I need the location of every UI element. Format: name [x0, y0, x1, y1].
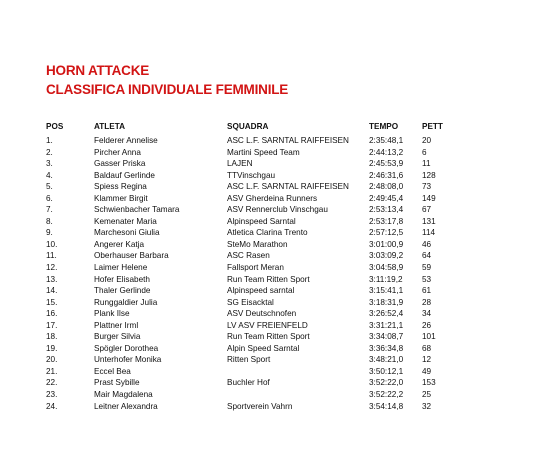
cell-tempo: 2:48:08,0 — [369, 182, 404, 192]
cell-pos: 8. — [46, 216, 53, 226]
cell-pos: 3. — [46, 159, 53, 169]
table-row — [0, 147, 534, 159]
cell-pett: 12 — [422, 355, 432, 365]
cell-tempo: 2:46:31,6 — [369, 170, 404, 180]
cell-squadra: Sportverein Vahrn — [227, 401, 293, 411]
cell-atleta: Plank Ilse — [94, 309, 130, 319]
cell-squadra: Run Team Ritten Sport — [227, 332, 310, 342]
cell-tempo: 3:11:19,2 — [369, 274, 403, 284]
cell-atleta: Laimer Helene — [94, 263, 148, 273]
cell-squadra: ASC Rasen — [227, 251, 270, 261]
cell-pos: 5. — [46, 182, 53, 192]
cell-pos: 19. — [46, 343, 58, 353]
results-table — [0, 121, 534, 412]
cell-pos: 23. — [46, 390, 58, 400]
cell-tempo: 3:36:34,8 — [369, 343, 404, 353]
cell-pett: 128 — [422, 170, 436, 180]
cell-squadra — [227, 389, 369, 401]
cell-squadra: SteMo Marathon — [227, 239, 288, 249]
table-row — [0, 239, 534, 251]
cell-pos: 13. — [46, 274, 58, 284]
cell-pos: 6. — [46, 193, 53, 203]
cell-pett: 53 — [422, 274, 432, 284]
cell-squadra: Martini Speed Team — [227, 147, 300, 157]
cell-atleta: Schwienbacher Tamara — [94, 205, 180, 215]
cell-squadra: Fallsport Meran — [227, 263, 284, 273]
cell-atleta: Klammer Birgit — [94, 193, 148, 203]
cell-pett: 67 — [422, 205, 432, 215]
cell-atleta: Oberhauser Barbara — [94, 251, 169, 261]
table-row — [0, 181, 534, 193]
cell-pett: 73 — [422, 182, 432, 192]
cell-atleta: Runggaldier Julia — [94, 297, 158, 307]
cell-atleta: Gasser Priska — [94, 159, 146, 169]
page-subtitle: CLASSIFICA INDIVIDUALE FEMMINILE — [46, 82, 289, 97]
table-row — [0, 204, 534, 216]
cell-squadra: ASV Gherdeina Runners — [227, 193, 318, 203]
table-row — [0, 308, 534, 320]
table-row — [0, 227, 534, 239]
cell-squadra: Alpinspeed Sarntal — [227, 216, 296, 226]
cell-squadra: SG Eisacktal — [227, 297, 274, 307]
cell-tempo: 3:48:21,0 — [369, 355, 404, 365]
cell-squadra — [227, 366, 369, 378]
cell-atleta: Baldauf Gerlinde — [94, 170, 155, 180]
cell-pos: 17. — [46, 320, 58, 330]
table-row — [0, 377, 534, 389]
cell-pett: 64 — [422, 251, 432, 261]
cell-squadra: ASV Rennerclub Vinschgau — [227, 205, 328, 215]
cell-atleta: Angerer Katja — [94, 239, 145, 249]
table-row — [0, 170, 534, 182]
cell-pett: 114 — [422, 228, 436, 238]
header-squadra: SQUADRA — [227, 122, 269, 131]
table-row — [0, 354, 534, 366]
cell-pett: 34 — [422, 309, 432, 319]
cell-tempo: 3:31:21,1 — [369, 320, 404, 330]
cell-tempo: 2:53:17,8 — [369, 216, 404, 226]
cell-pett: 25 — [422, 390, 432, 400]
cell-atleta: Plattner Irml — [94, 320, 139, 330]
cell-tempo: 2:44:13,2 — [369, 147, 404, 157]
cell-pett: 49 — [422, 366, 432, 376]
cell-pett: 46 — [422, 239, 432, 249]
table-row — [0, 331, 534, 343]
table-row — [0, 389, 534, 401]
table-row — [0, 216, 534, 228]
table-row — [0, 262, 534, 274]
cell-pos: 4. — [46, 170, 53, 180]
cell-tempo: 2:35:48,1 — [369, 136, 404, 145]
cell-pett: 11 — [422, 159, 431, 169]
cell-tempo: 2:53:13,4 — [369, 205, 404, 215]
cell-squadra: Buchler Hof — [227, 378, 270, 388]
cell-pos: 1. — [46, 136, 53, 145]
cell-pett: 101 — [422, 332, 436, 342]
cell-atleta: Unterhofer Monika — [94, 355, 162, 365]
cell-tempo: 2:45:53,9 — [369, 159, 404, 169]
cell-atleta: Thaler Gerlinde — [94, 286, 151, 296]
cell-pett: 149 — [422, 193, 436, 203]
cell-tempo: 2:57:12,5 — [369, 228, 404, 238]
cell-pett: 131 — [422, 216, 436, 226]
cell-pett: 68 — [422, 343, 432, 353]
table-row — [0, 250, 534, 262]
cell-squadra: LV ASV FREIENFELD — [227, 320, 308, 330]
table-row — [0, 285, 534, 297]
cell-squadra: ASC L.F. SARNTAL RAIFFEISEN — [227, 136, 349, 145]
table-row — [0, 297, 534, 309]
header-pett: PETT — [422, 122, 443, 131]
cell-atleta: Mair Magdalena — [94, 390, 153, 400]
cell-pett: 59 — [422, 263, 432, 273]
cell-pos: 21. — [46, 366, 58, 376]
cell-squadra: ASV Deutschnofen — [227, 309, 297, 319]
cell-squadra: LAJEN — [227, 159, 253, 169]
cell-atleta: Leitner Alexandra — [94, 401, 158, 411]
table-row — [0, 158, 534, 170]
cell-pos: 16. — [46, 309, 58, 319]
cell-atleta: Burger Silvia — [94, 332, 141, 342]
header-pos: POS — [46, 122, 64, 131]
cell-tempo: 3:03:09,2 — [369, 251, 404, 261]
cell-atleta: Spögler Dorothea — [94, 343, 159, 353]
cell-squadra: Alpinspeed sarntal — [227, 286, 295, 296]
cell-pos: 18. — [46, 332, 58, 342]
table-row — [0, 401, 534, 413]
page-title: HORN ATTACKE — [46, 63, 150, 78]
cell-tempo: 3:50:12,1 — [369, 366, 404, 376]
cell-pos: 7. — [46, 205, 53, 215]
cell-tempo: 2:49:45,4 — [369, 193, 404, 203]
cell-pett: 26 — [422, 320, 432, 330]
table-row — [0, 366, 534, 378]
cell-tempo: 3:18:31,9 — [369, 297, 404, 307]
cell-squadra: Ritten Sport — [227, 355, 271, 365]
table-row — [0, 343, 534, 355]
cell-tempo: 3:26:52,4 — [369, 309, 404, 319]
cell-atleta: Prast Sybille — [94, 378, 140, 388]
cell-atleta: Felderer Annelise — [94, 136, 158, 145]
table-row — [0, 320, 534, 332]
cell-pett: 32 — [422, 401, 432, 411]
cell-squadra: TTVinschgau — [227, 170, 276, 180]
header-tempo: TEMPO — [369, 122, 399, 131]
cell-tempo: 3:52:22,0 — [369, 378, 404, 388]
cell-squadra: Atletica Clarina Trento — [227, 228, 308, 238]
cell-tempo: 3:01:00,9 — [369, 239, 404, 249]
cell-tempo: 3:15:41,1 — [369, 286, 404, 296]
header-atleta: ATLETA — [94, 122, 126, 131]
cell-pos: 2. — [46, 147, 53, 157]
cell-pett: 28 — [422, 297, 432, 307]
cell-pos: 11. — [46, 251, 57, 261]
cell-squadra: Run Team Ritten Sport — [227, 274, 310, 284]
cell-atleta: Marchesoni Giulia — [94, 228, 160, 238]
cell-pos: 10. — [46, 239, 58, 249]
cell-pos: 24. — [46, 401, 58, 411]
cell-tempo: 3:34:08,7 — [369, 332, 404, 342]
cell-pos: 22. — [46, 378, 58, 388]
cell-atleta: Eccel Bea — [94, 366, 131, 376]
cell-pos: 15. — [46, 297, 58, 307]
cell-tempo: 3:52:22,2 — [369, 390, 404, 400]
cell-tempo: 3:04:58,9 — [369, 263, 404, 273]
cell-pos: 12. — [46, 263, 58, 273]
cell-pos: 14. — [46, 286, 58, 296]
cell-atleta: Pircher Anna — [94, 147, 141, 157]
cell-tempo: 3:54:14,8 — [369, 401, 404, 411]
cell-pos: 9. — [46, 228, 53, 238]
cell-atleta: Hofer Elisabeth — [94, 274, 150, 284]
table-row — [0, 135, 534, 147]
cell-pett: 20 — [422, 136, 432, 145]
cell-pett: 153 — [422, 378, 436, 388]
table-header-row — [0, 121, 534, 135]
table-row — [0, 274, 534, 286]
cell-pos: 20. — [46, 355, 58, 365]
cell-atleta: Kemenater Maria — [94, 216, 157, 226]
cell-pett: 6 — [422, 147, 427, 157]
cell-atleta: Spiess Regina — [94, 182, 147, 192]
table-row — [0, 193, 534, 205]
cell-pett: 61 — [422, 286, 432, 296]
cell-squadra: Alpin Speed Sarntal — [227, 343, 300, 353]
cell-squadra: ASC L.F. SARNTAL RAIFFEISEN — [227, 182, 349, 192]
